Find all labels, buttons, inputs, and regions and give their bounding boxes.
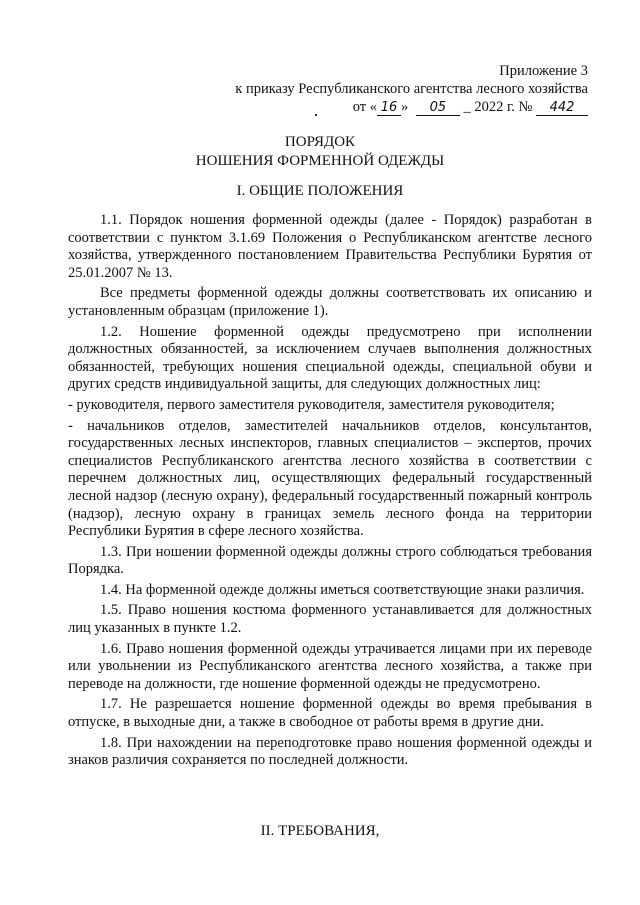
date-month: 05	[416, 101, 460, 116]
paragraph: 1.6. Право ношения форменной одежды утрачивается лицами при их переводе или увольнении из Республиканского агентства лесного хозяйства, а также при переводе на должности, где ношение форменной одежды не предусмотрено.	[68, 640, 592, 692]
order-number: 442	[536, 101, 588, 116]
paragraph: 1.7. Не разрешается ношение форменной одежды во время пребывания в отпуске, в выходные дни, а также в свободное от работы время в другие дни.	[68, 696, 592, 731]
paragraph: 1.4. На форменной одежде должны иметься соответствующие знаки различия.	[100, 581, 585, 598]
date-day: 16	[377, 101, 401, 116]
paragraph: 1.8. При нахождении на переподготовке право ношения форменной одежды и знаков различия сохраняется по последней должности.	[68, 734, 592, 769]
date-year: _ 2022 г. №	[459, 99, 536, 115]
annex-number: Приложение 3	[499, 63, 588, 79]
paragraph: 1.5. Право ношения костюма форменного устанавливается для должностных лиц указанных в пункте 1.2.	[68, 602, 592, 637]
section-heading-1: I. ОБЩИЕ ПОЛОЖЕНИЯ	[236, 183, 404, 199]
scan-dot	[315, 114, 317, 116]
date-mid: »	[400, 99, 412, 115]
document-body	[68, 212, 592, 773]
paragraph: Все предметы форменной одежды должны соответствовать их описанию и установленным образцам (приложение 1).	[68, 285, 592, 319]
paragraph: 1.1. Порядок ношения форменной одежды (далее - Порядок) разработан в соответствии с пунктом 3.1.69 Положения о Республиканском агентстве лесного хозяйства, утвержденного постановлением Правительства Республики Бурятия от 25.01.2007 № 13.	[68, 212, 592, 281]
paragraph: 1.3. При ношении форменной одежды должны строго соблюдаться требования Порядка.	[68, 543, 592, 578]
annex-date-line	[235, 98, 588, 116]
section-heading-2: II. ТРЕБОВАНИЯ,	[260, 823, 380, 839]
annex-header	[235, 62, 588, 116]
document-title: ПОРЯДОК	[284, 134, 356, 150]
date-prefix: от «	[352, 99, 377, 115]
annex-order-reference: к приказу Республиканского агентства лесного хозяйства	[235, 81, 588, 97]
paragraph: 1.2. Ношение форменной одежды предусмотрено при исполнении должностных обязанностей, за исключением случаев выполнения должностных обязанностей, требующих ношения специальной одежды, специальной обуви и других средств индивидуальной защиты, для следующих должностных лиц:	[68, 323, 592, 393]
document-subtitle: НОШЕНИЯ ФОРМЕННОЙ ОДЕЖДЫ	[195, 153, 445, 169]
list-item: - руководителя, первого заместителя руководителя, заместителя руководителя;	[68, 396, 555, 413]
list-item: - начальников отделов, заместителей начальников отделов, консультантов, государственных лесных инспекторов, главных специалистов – экспертов, прочих специалистов Республиканского агентства лесного хозяйства в соответствии с перечнем должностных лиц, осуществляющих федеральный государственный лесной надзор (лесную охрану), федеральный государственный пожарный контроль (надзор), лесную охрану в границах земель лесного фонда на территории Республики Бурятия в сфере лесного хозяйства.	[68, 417, 592, 540]
